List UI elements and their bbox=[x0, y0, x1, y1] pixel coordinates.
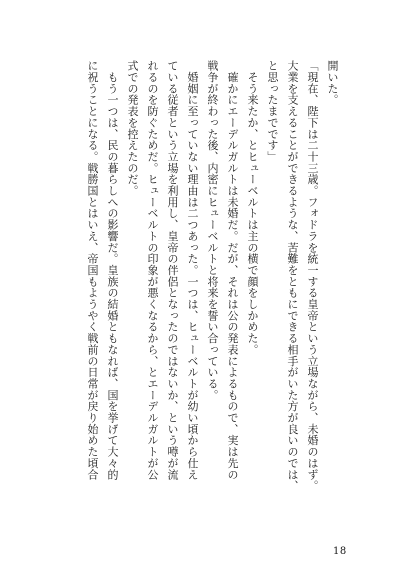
text-line: と思ったまでです」 bbox=[266, 60, 279, 163]
text-line: そう来たか、とヒューベルトは主の横で顔をしかめた。 bbox=[246, 60, 259, 356]
text-line: 婚姻に至っていない理由は二つあった。一つは、ヒューベルトが幼い頃から仕え bbox=[186, 60, 199, 480]
body-text bbox=[78, 60, 342, 508]
text-line: 式での発表を控えたのだ。 bbox=[126, 60, 139, 197]
text-line: 「現在、陛下は二十三歳。フォドラを統一する皇帝という立場ながら、未婚のはず。 bbox=[306, 60, 319, 492]
text-line: ている従者という立場を利用し、皇帝の伴侶となったのではないか、という噂が流 bbox=[166, 60, 179, 480]
text-line: もう一つは、民の暮らしへの影響だ。皇族の結婚ともなれば、国を挙げて大々的 bbox=[106, 60, 119, 480]
page-number: 18 bbox=[333, 546, 347, 557]
text-line: れるのを防ぐためだ。ヒューベルトの印象が悪くなるから、とエーデルガルトが公 bbox=[146, 60, 159, 480]
text-line: 大業を支えることができるような、苦難をともにできる相手がいた方が良いのでは、 bbox=[286, 60, 299, 492]
text-line: に祝うことになる。戦勝国とはいえ、帝国もようやく戦前の日常が戻り始めた頃合 bbox=[86, 60, 99, 480]
text-line: 戦争が終わった後、内密にヒューベルトと将来を誓い合っている。 bbox=[206, 60, 219, 401]
text-line: 確かにエーデルガルトは未婚だ。だが、それは公の発表によるもので、実は先の bbox=[226, 60, 239, 480]
text-line: 開いた。 bbox=[326, 60, 339, 106]
